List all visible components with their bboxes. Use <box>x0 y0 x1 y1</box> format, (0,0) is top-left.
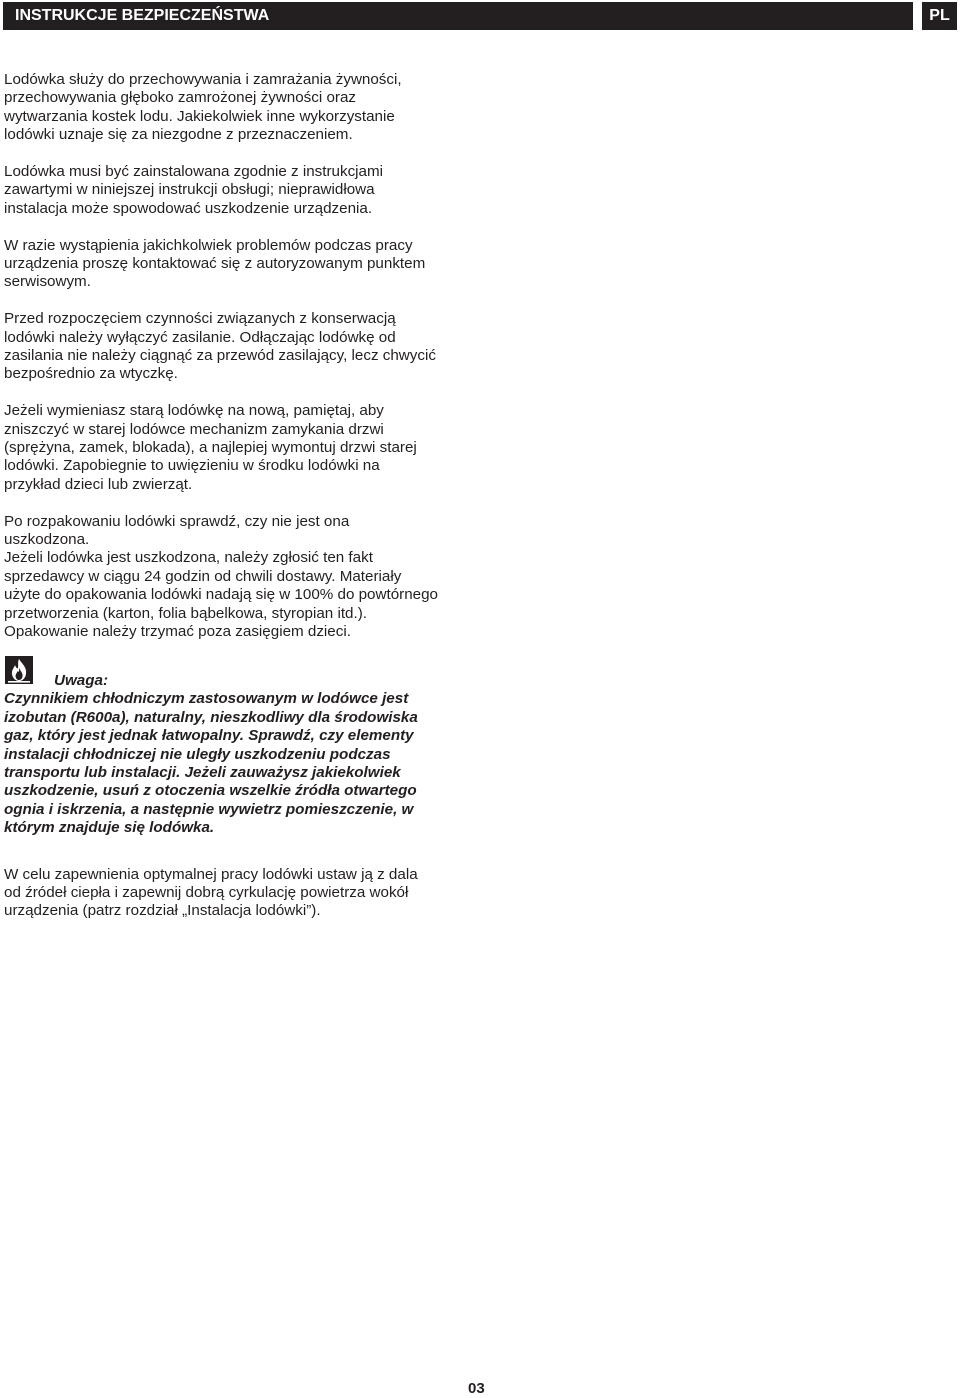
flammable-icon <box>5 656 33 684</box>
paragraph-intended-use: Lodówka służy do przechowywania i zamrażania żywności, przechowywania głęboko zamrożonej żywności oraz wytwarzania kostek lodu. Jakiekolwiek inne wykorzystanie lodówki uznaje się za niezgodne z przeznaczeniem. <box>4 71 402 144</box>
section-title: INSTRUKCJE BEZPIECZEŃSTWA <box>15 7 270 24</box>
paragraph-unpacking: Po rozpakowaniu lodówki sprawdź, czy nie jest ona uszkodzona. Jeżeli lodówka jest uszkodzona, należy zgłosić ten fakt sprzedawcy w ciągu 24 godzin od chwili dostawy. Materiały użyte do opakowania lodówki nadają się w 100% do powtórnego przetworzenia (karton, folia bąbelkowa, styropian itd.). Opakowanie należy trzymać poza zasięgiem dzieci. <box>4 512 438 641</box>
language-code: PL <box>929 7 950 24</box>
paragraph-ventilation: W celu zapewnienia optymalnej pracy lodówki ustaw ją z dala od źródeł ciepła i zapewnij dobrą cyrkulację powietrza wokół urządzenia (patrz rozdział „Instalacja lodówki”). <box>4 865 418 920</box>
page-number: 03 <box>468 1380 485 1397</box>
language-badge <box>922 2 957 30</box>
warning-text: Czynnikiem chłodniczym zastosowanym w lodówce jest izobutan (R600a), naturalny, nieszkodliwy dla środowiska gaz, który jest jednak łatwopalny. Sprawdź, czy elementy instalacji chłodniczej nie uległy uszkodzeniu podczas transportu lub instalacji. Jeżeli zauważysz jakiekolwiek uszkodzenie, usuń z otoczenia wszelkie źródła otwartego ognia i iskrzenia, a następnie wywietrz pomieszczenie, w którym znajduje się lodówka. <box>4 690 418 837</box>
paragraph-maintenance: Przed rozpoczęciem czynności związanych z konserwacją lodówki należy wyłączyć zasilanie. Odłączając lodówkę od zasilania nie należy ciągnąć za przewód zasilający, lecz chwycić bezpośrednio za wtyczkę. <box>4 310 436 383</box>
warning-title: Uwaga: <box>54 671 109 689</box>
document-body <box>4 71 524 939</box>
section-header <box>3 2 913 30</box>
paragraph-old-fridge: Jeżeli wymieniasz starą lodówkę na nową, pamiętaj, aby zniszczyć w starej lodówce mechanizm zamykania drzwi (sprężyna, zamek, blokada), a najlepiej wymontuj drzwi starej lodówki. Zapobiegnie to uwięzieniu w środku lodówki na przykład dzieci lub zwierząt. <box>4 402 417 493</box>
warning-block <box>4 660 524 838</box>
paragraph-installation: Lodówka musi być zainstalowana zgodnie z instrukcjami zawartymi w niniejszej instrukcji obsługi; nieprawidłowa instalacja może spowodować uszkodzenie urządzenia. <box>4 163 384 217</box>
paragraph-service: W razie wystąpienia jakichkolwiek problemów podczas pracy urządzenia proszę kontaktować się z autoryzowanym punktem serwisowym. <box>4 236 426 291</box>
